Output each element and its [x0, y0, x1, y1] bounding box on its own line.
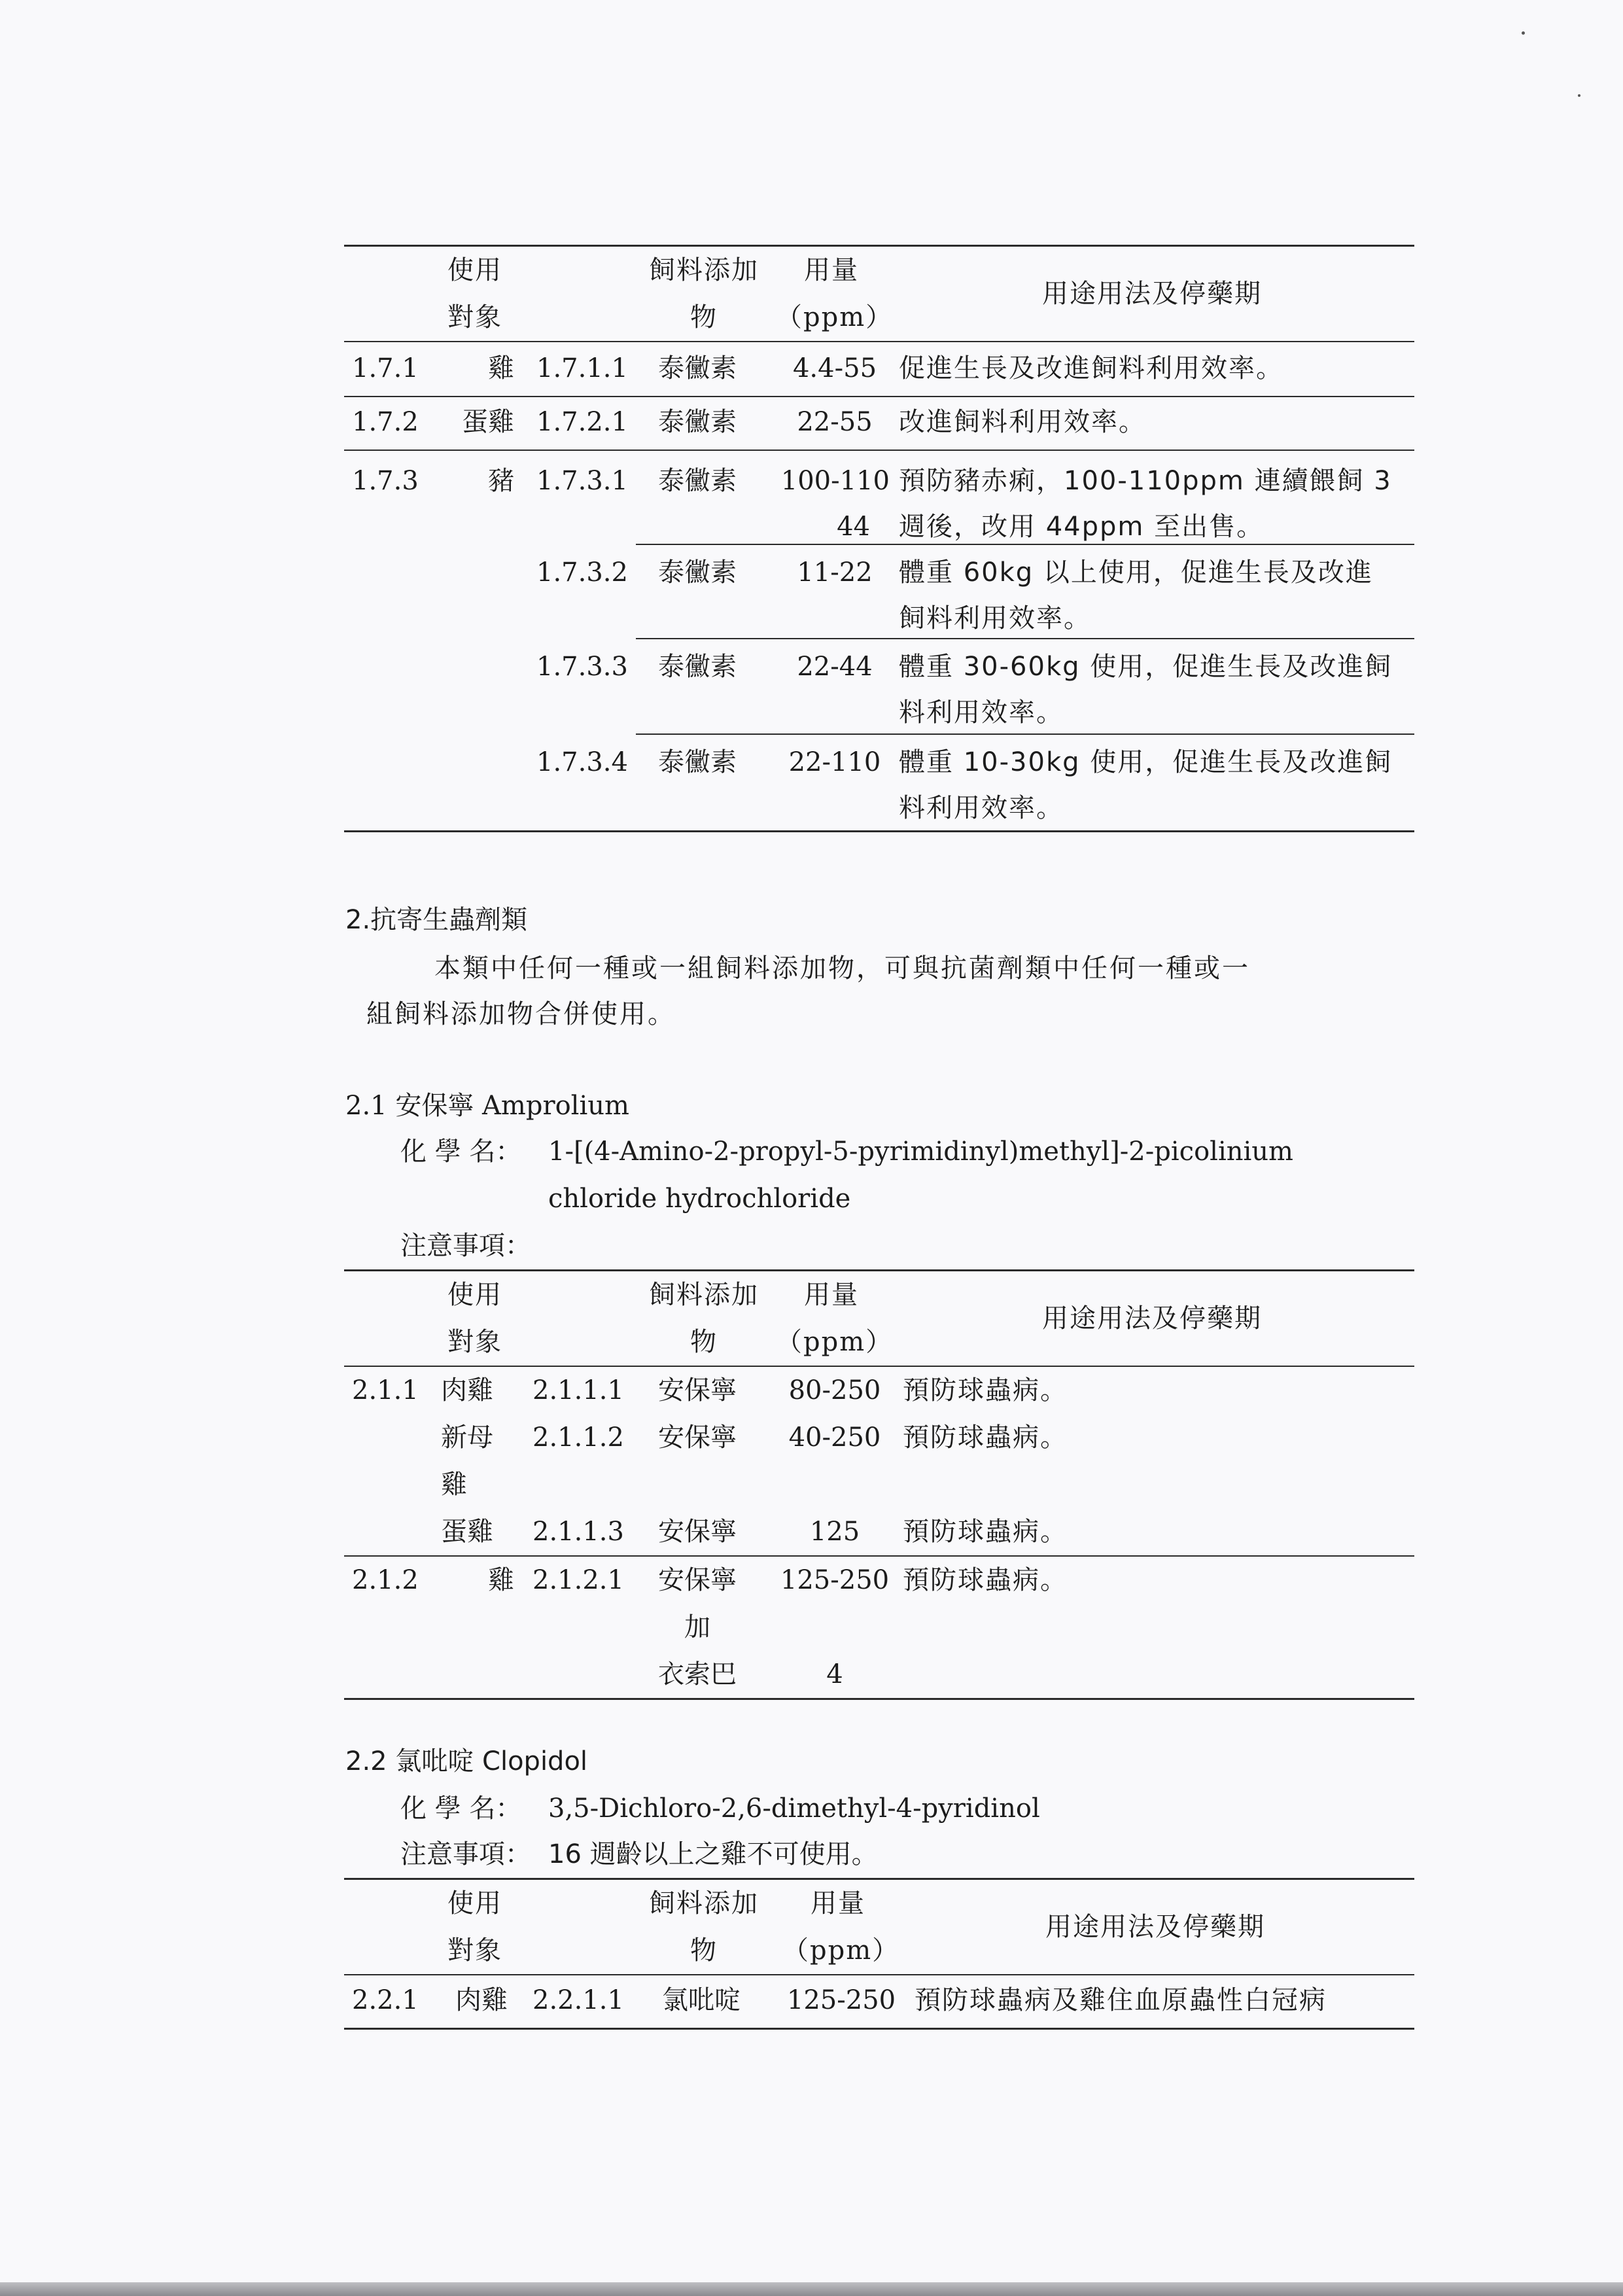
header-dosage-2: （ppm） — [776, 302, 894, 332]
row-target: 雞 — [488, 353, 514, 383]
row-additive: 泰黴素 — [658, 557, 737, 588]
header-dosage-1: 用量 — [804, 255, 859, 285]
scan-speck — [1522, 31, 1525, 35]
row-additive: 泰黴素 — [658, 353, 737, 383]
row-sub: 1.7.3.2 — [536, 557, 628, 588]
table-clopidol — [344, 1878, 1414, 2030]
row-target: 肉雞 — [455, 1985, 508, 2015]
table-amprolium — [344, 1269, 1414, 1700]
row-usage: 預防球蟲病。 — [903, 1375, 1068, 1405]
row-dosage: 40-250 — [788, 1422, 881, 1453]
row-usage: 預防豬赤痢，100-110ppm 連續餵飼 3 — [899, 466, 1392, 496]
chemical-name-label: 化 學 名： — [400, 1137, 522, 1167]
row-additive: 泰黴素 — [658, 407, 737, 437]
row-sub: 1.7.1.1 — [536, 353, 628, 383]
subsection-title: 2.1 安保寧 Amprolium — [345, 1091, 629, 1121]
notes-label: 注意事項： — [400, 1231, 531, 1261]
chemical-name-2: chloride hydrochloride — [548, 1184, 851, 1214]
row-additive: 安保寧 — [658, 1517, 737, 1547]
row-dosage: 11-22 — [797, 557, 873, 588]
row-usage: 體重 60kg 以上使用，促進生長及改進 — [899, 557, 1373, 588]
row-additive-2: 衣索巴 — [658, 1659, 737, 1689]
row-no: 1.7.3 — [352, 466, 419, 496]
row-dosage: 4.4-55 — [792, 353, 877, 383]
header-target-2: 對象 — [447, 1935, 502, 1966]
row-dosage: 125-250 — [786, 1985, 896, 2015]
table-row — [344, 342, 1414, 396]
header-usage: 用途用法及停藥期 — [1042, 1303, 1262, 1333]
scan-bottom-edge — [0, 2282, 1623, 2296]
header-additive-1: 飼料添加 — [649, 255, 759, 285]
row-usage: 改進飼料利用效率。 — [899, 407, 1146, 437]
subsection-title: 2.2 氯吡啶 Clopidol — [345, 1746, 588, 1776]
row-divider — [636, 638, 1414, 639]
row-target: 雞 — [488, 1565, 514, 1595]
row-additive: 泰黴素 — [658, 747, 737, 777]
row-no: 1.7.1 — [352, 353, 419, 383]
row-no: 2.1.2 — [352, 1565, 419, 1595]
row-dosage: 22-55 — [797, 407, 873, 437]
table-group-swine — [344, 450, 1414, 830]
row-sub: 2.2.1.1 — [532, 1985, 624, 2015]
table-group — [344, 1367, 1414, 1555]
row-usage: 體重 10-30kg 使用，促進生長及改進飼 — [899, 747, 1393, 777]
row-sub: 2.1.1.1 — [532, 1375, 624, 1405]
row-divider — [636, 733, 1414, 735]
row-no: 1.7.2 — [352, 407, 419, 437]
table-row — [344, 1975, 1414, 2028]
row-usage-2: 飼料利用效率。 — [899, 603, 1091, 633]
row-dosage-2: 44 — [837, 512, 870, 542]
notes: 16 週齡以上之雞不可使用。 — [548, 1839, 878, 1869]
header-target-1: 使用 — [447, 255, 502, 285]
row-divider — [636, 544, 1414, 545]
chemical-name: 1-[(4-Amino-2-propyl-5-pyrimidinyl)methyl]-2-picolinium — [548, 1137, 1293, 1167]
section-paragraph-1: 本類中任何一種或一組飼料添加物，可與抗菌劑類中任何一種或一 — [434, 953, 1250, 983]
row-dosage: 22-44 — [797, 652, 873, 682]
header-additive-1: 飼料添加 — [649, 1280, 759, 1310]
section-paragraph-2: 組飼料添加物合併使用。 — [366, 999, 676, 1029]
header-additive-2: 物 — [690, 302, 718, 332]
row-dosage: 80-250 — [788, 1375, 881, 1405]
row-sub: 1.7.3.1 — [536, 466, 628, 496]
row-additive: 泰黴素 — [658, 652, 737, 682]
table-header — [344, 1271, 1414, 1367]
row-additive: 安保寧 — [658, 1422, 737, 1453]
table-header — [344, 247, 1414, 342]
row-sub: 2.1.1.2 — [532, 1422, 624, 1453]
row-additive: 安保寧 — [658, 1375, 737, 1405]
row-dosage-2: 4 — [826, 1659, 843, 1689]
table-header — [344, 1880, 1414, 1975]
header-target-2: 對象 — [447, 302, 502, 332]
row-usage: 體重 30-60kg 使用，促進生長及改進飼 — [899, 652, 1393, 682]
row-target-2: 雞 — [441, 1470, 467, 1500]
chemical-name-label: 化 學 名： — [400, 1793, 522, 1824]
header-target-1: 使用 — [447, 1888, 502, 1918]
row-additive-join: 加 — [684, 1612, 710, 1642]
chemical-name: 3,5-Dichloro-2,6-dimethyl-4-pyridinol — [548, 1793, 1040, 1824]
row-dosage: 125 — [809, 1517, 860, 1547]
row-dosage: 125-250 — [780, 1565, 890, 1595]
row-usage: 預防球蟲病。 — [903, 1565, 1068, 1595]
row-sub: 1.7.3.4 — [536, 747, 628, 777]
header-dosage-1: 用量 — [804, 1280, 859, 1310]
row-usage-2: 料利用效率。 — [899, 698, 1064, 728]
row-usage: 預防球蟲病。 — [903, 1422, 1068, 1453]
row-target: 蛋雞 — [441, 1517, 493, 1547]
row-usage-2: 料利用效率。 — [899, 793, 1064, 823]
table-row — [344, 396, 1414, 450]
header-target-1: 使用 — [447, 1280, 502, 1310]
table-tylosin — [344, 245, 1414, 832]
header-dosage-2: （ppm） — [782, 1935, 900, 1966]
header-usage: 用途用法及停藥期 — [1045, 1912, 1265, 1942]
row-usage: 預防球蟲病。 — [903, 1517, 1068, 1547]
row-usage-2: 週後，改用 44ppm 至出售。 — [899, 512, 1265, 542]
notes-label: 注意事項： — [400, 1839, 531, 1869]
row-target: 蛋雞 — [462, 407, 514, 437]
row-target: 新母 — [441, 1422, 493, 1453]
row-additive: 安保寧 — [658, 1565, 737, 1595]
row-dosage: 100-110 — [780, 466, 890, 496]
header-additive-1: 飼料添加 — [649, 1888, 759, 1918]
header-additive-2: 物 — [690, 1935, 718, 1966]
header-target-2: 對象 — [447, 1327, 502, 1357]
row-sub: 2.1.2.1 — [532, 1565, 624, 1595]
row-usage: 預防球蟲病及雞住血原蟲性白冠病 — [915, 1985, 1327, 2015]
table-group — [344, 1555, 1414, 1698]
row-no: 2.1.1 — [352, 1375, 419, 1405]
row-usage: 促進生長及改進飼料利用效率。 — [899, 353, 1283, 383]
row-additive: 泰黴素 — [658, 466, 737, 496]
header-usage: 用途用法及停藥期 — [1042, 279, 1262, 309]
header-dosage-1: 用量 — [811, 1888, 865, 1918]
row-sub: 1.7.3.3 — [536, 652, 628, 682]
row-sub: 1.7.2.1 — [536, 407, 628, 437]
row-additive: 氯吡啶 — [662, 1985, 741, 2015]
header-additive-2: 物 — [690, 1327, 718, 1357]
scan-speck — [1578, 94, 1580, 97]
row-dosage: 22-110 — [788, 747, 881, 777]
row-target: 豬 — [488, 466, 514, 496]
row-sub: 2.1.1.3 — [532, 1517, 624, 1547]
section-title: 2.抗寄生蟲劑類 — [345, 905, 528, 935]
header-dosage-2: （ppm） — [776, 1327, 894, 1357]
row-target: 肉雞 — [441, 1375, 493, 1405]
row-no: 2.2.1 — [352, 1985, 419, 2015]
